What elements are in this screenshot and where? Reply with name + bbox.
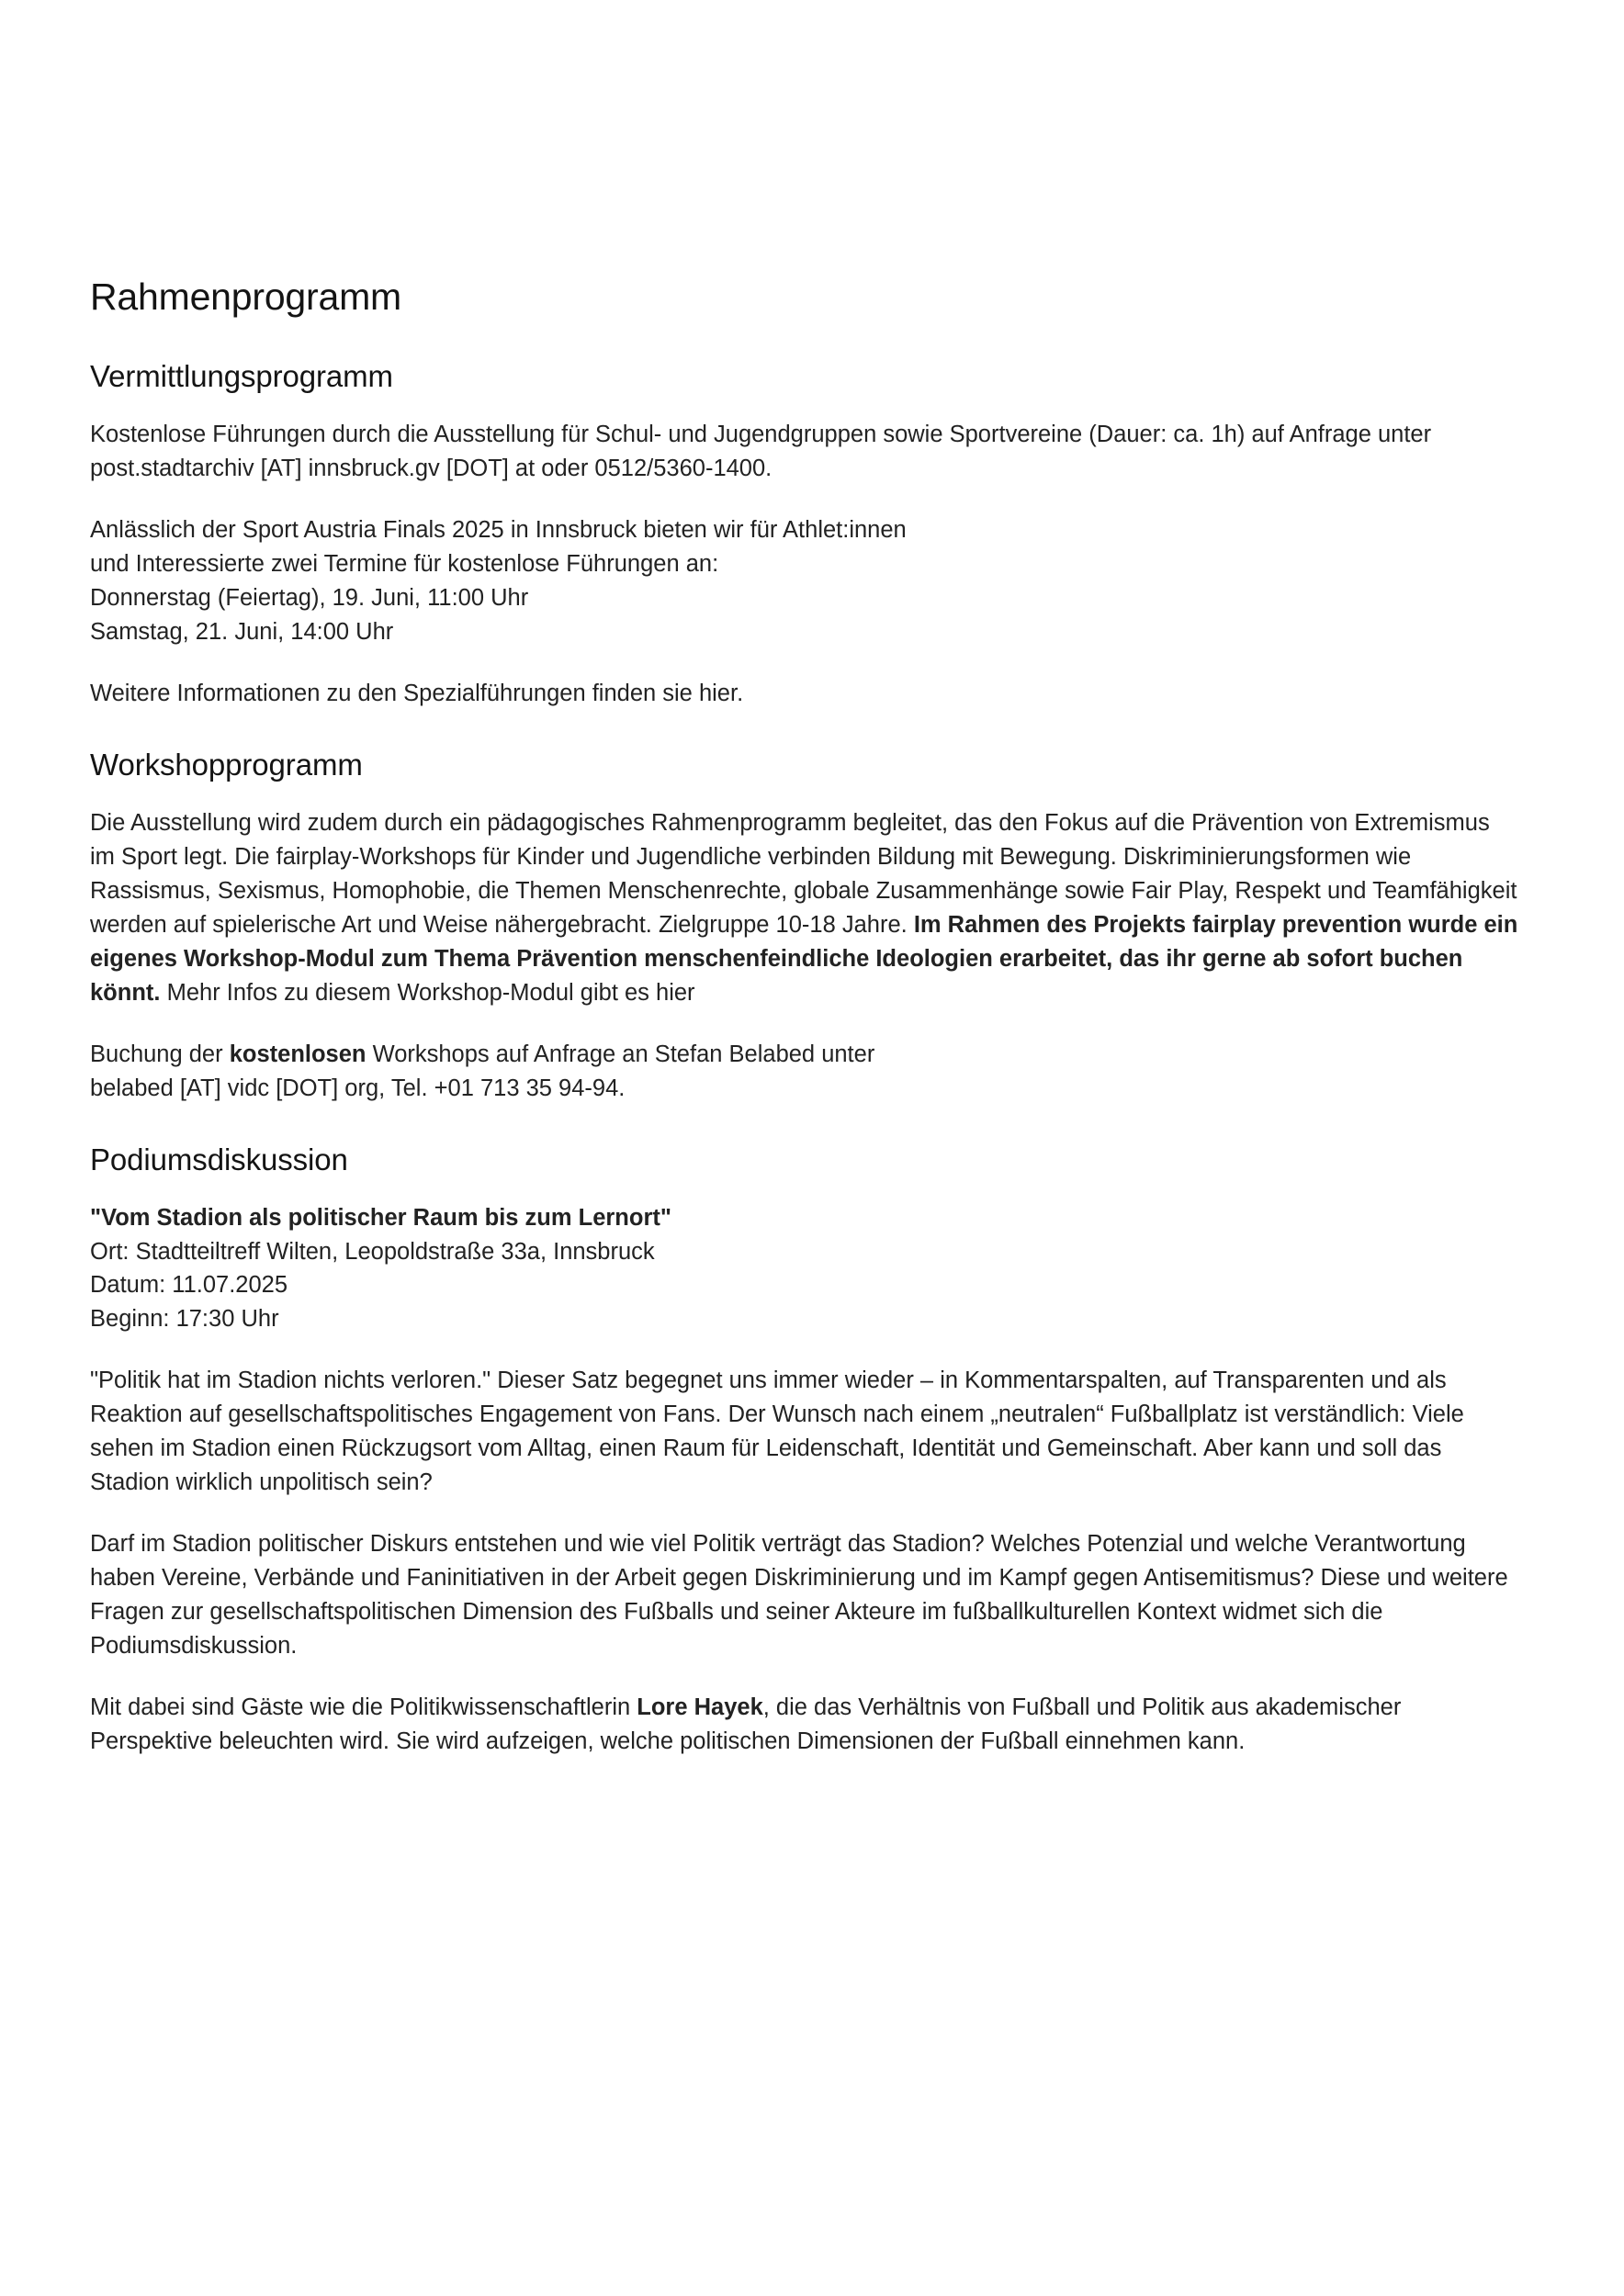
section-workshopprogramm	[90, 748, 1518, 1106]
section-podiumsdiskussion	[90, 1142, 1518, 1760]
termine-line-1: Anlässlich der Sport Austria Finals 2025 in Innsbruck bieten wir für Athlet:innen	[90, 516, 907, 543]
section-heading-vermittlungsprogramm: Vermittlungsprogramm	[90, 359, 393, 393]
guest-name-bold: Lore Hayek	[637, 1694, 763, 1721]
page-title: Rahmenprogramm	[90, 276, 401, 318]
podiumsdiskussion-paragraph-2: Darf im Stadion politischer Diskurs entstehen und wie viel Politik verträgt das Stadion? Welches Potenzial und welche Verantwortung haben Vereine, Verbände und Faninitiativen in der Arbeit gegen Diskriminierung und im Kampf gegen Antisemitismus? Diese und weitere Fragen zur gesellschaftspolitischen Dimension des Fußballs und seiner Akteure im fußballkulturellen Kontext widmet sich die Podiumsdiskussion.	[90, 1531, 1508, 1660]
booking-line-1	[90, 1038, 1518, 1072]
booking-line-2: belabed [AT] vidc [DOT] org, Tel. +01 713 35 94-94.	[90, 1075, 626, 1101]
event-location: Ort: Stadtteiltreff Wilten, Leopoldstraße 33a, Innsbruck	[90, 1238, 655, 1265]
termine-line-3: Donnerstag (Feiertag), 19. Juni, 11:00 Uhr	[90, 584, 529, 611]
workshopprogramm-booking	[90, 1038, 1518, 1106]
vermittlungsprogramm-paragraph-2: Weitere Informationen zu den Spezialführungen finden sie hier.	[90, 680, 744, 706]
section-heading-workshopprogramm: Workshopprogramm	[90, 747, 363, 782]
booking-text-part-1: Buchung der	[90, 1041, 230, 1067]
vermittlungsprogramm-paragraph-1: Kostenlose Führungen durch die Ausstellung für Schul- und Jugendgruppen sowie Sportvereine (Dauer: ca. 1h) auf Anfrage unter post.stadtarchiv [AT] innsbruck.gv [DOT] at oder 0512/5360-1400.	[90, 422, 1432, 481]
podiumsdiskussion-paragraph-3	[90, 1691, 1518, 1759]
vermittlungsprogramm-termine	[90, 513, 1518, 649]
termine-line-4: Samstag, 21. Juni, 14:00 Uhr	[90, 618, 394, 645]
podiumsdiskussion-paragraph-1: "Politik hat im Stadion nichts verloren." Dieser Satz begegnet uns immer wieder – in Kommentarspalten, auf Transparenten und als Reaktion auf gesellschaftspolitisches Engagement von Fans. Der Wunsch nach einem „neutralen“ Fußballplatz ist verständlich: Viele sehen im Stadion einen Rückzugsort vom Alltag, einen Raum für Leidenschaft, Identität und Gemeinschaft. Aber kann und soll das Stadion wirklich unpolitisch sein?	[90, 1367, 1464, 1496]
booking-text-part-2: Workshops auf Anfrage an Stefan Belabed unter	[366, 1041, 875, 1067]
workshop-text-part-2: Mehr Infos zu diesem Workshop-Modul gibt es hier	[160, 979, 695, 1006]
section-vermittlungsprogramm	[90, 359, 1518, 711]
workshopprogramm-paragraph-1	[90, 806, 1518, 1010]
event-title: "Vom Stadion als politischer Raum bis zum Lernort"	[90, 1204, 671, 1231]
guest-text-part-1: Mit dabei sind Gäste wie die Politikwissenschaftlerin	[90, 1694, 637, 1721]
termine-line-2: und Interessierte zwei Termine für kostenlose Führungen an:	[90, 550, 719, 577]
booking-text-bold: kostenlosen	[229, 1041, 367, 1067]
event-start-time: Beginn: 17:30 Uhr	[90, 1306, 279, 1333]
guest-text-part-2: , die das Verhältnis von Fußball und Politik aus akademischer Perspektive beleuchten wird. Sie wird aufzeigen, welche politischen Dimensionen der Fußball einnehmen kann.	[90, 1694, 1402, 1755]
podiumsdiskussion-event-info	[90, 1201, 1518, 1337]
workshop-text-bold: Im Rahmen des Projekts fairplay prevention wurde ein eigenes Workshop-Modul zum Thema Prävention menschenfeindliche Ideologien erarbeitet, das ihr gerne ab sofort buchen könnt.	[90, 911, 1518, 1006]
workshop-text-part-1: Die Ausstellung wird zudem durch ein pädagogisches Rahmenprogramm begleitet, das den Fokus auf die Prävention von Extremismus im Sport legt. Die fairplay-Workshops für Kinder und Jugendliche verbinden Bildung mit Bewegung. Diskriminierungsformen wie Rassismus, Sexismus, Homophobie, die Themen Menschenrechte, globale Zusammenhänge sowie Fair Play, Respekt und Teamfähigkeit werden auf spielerische Art und Weise nähergebracht. Zielgruppe 10-18 Jahre.	[90, 809, 1517, 938]
section-heading-podiumsdiskussion: Podiumsdiskussion	[90, 1142, 348, 1176]
event-date: Datum: 11.07.2025	[90, 1272, 288, 1299]
